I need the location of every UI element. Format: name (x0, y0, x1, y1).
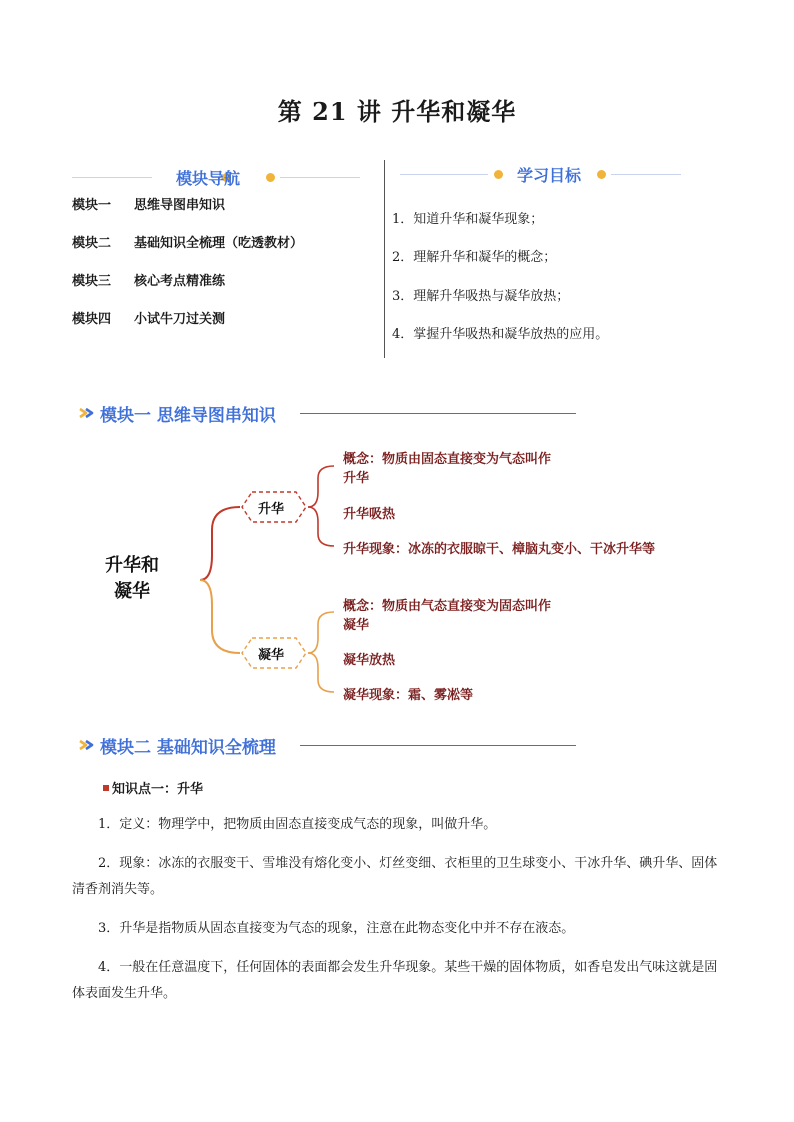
nav-item-label: 思维导图串知识 (134, 198, 226, 213)
nav-item-3 (72, 270, 225, 289)
sublimation-lower-brace (308, 507, 334, 546)
nav-item-4 (72, 308, 225, 327)
module2-header (78, 732, 578, 758)
deposition-concept-line1: 概念：物质由气态直接变为固态叫作 (343, 599, 552, 614)
nav-item-code: 模块二 (72, 236, 112, 251)
nav-item-2 (72, 232, 303, 251)
deposition-node: 凝华 (258, 648, 285, 663)
goal-item-1: 1．知道升华和凝华现象； (392, 212, 544, 227)
header-line-left (72, 177, 152, 178)
nav-item-label: 核心考点精准练 (134, 274, 226, 289)
root-upper-connector (200, 507, 240, 580)
header-dot-left (494, 170, 503, 179)
learning-goals-header (400, 163, 690, 187)
knowledge-point-heading (103, 778, 203, 797)
header-line-left (400, 174, 488, 175)
mindmap-root (96, 553, 168, 605)
deposition-upper-brace (308, 612, 334, 653)
root-line-1: 升华和 (105, 555, 159, 576)
paragraph-phenomena: 2．现象：冰冻的衣服变干、雪堆没有熔化变小、灯丝变细、衣柜里的卫生球变小、干冰升华、碘升华、固体清香剂消失等。 (72, 856, 718, 897)
bullet-square-icon (103, 785, 109, 791)
paragraph-any-temperature: 4．一般在任意温度下，任何固体的表面都会发生升华现象。某些干燥的固体物质，如香皂发出气味这就是固体表面发生升华。 (72, 960, 718, 1001)
page-title: 第 21 讲 升华和凝华 (277, 97, 517, 126)
module1-rule (300, 413, 576, 414)
goal-item-4: 4．掌握升华吸热和凝华放热的应用。 (392, 327, 609, 342)
header-line-right (280, 177, 360, 178)
knowledge-point-label: 知识点一：升华 (112, 782, 204, 797)
goal-item-3: 3．理解升华吸热与凝华放热； (392, 289, 570, 304)
header-dot-right (266, 173, 275, 182)
diamond-arrow-icon (78, 404, 96, 422)
nav-item-code: 模块三 (72, 274, 112, 289)
deposition-phenomenon: 凝华现象：霜、雾凇等 (343, 688, 474, 703)
deposition-heat: 凝华放热 (343, 653, 396, 668)
module2-rule (300, 745, 576, 746)
module1-header (78, 400, 578, 426)
module-nav-header (72, 166, 362, 190)
root-line-2: 凝华 (114, 581, 150, 602)
sublimation-heat: 升华吸热 (343, 507, 396, 522)
header-dot-right (597, 170, 606, 179)
root-lower-connector (200, 580, 240, 653)
paragraph-definition: 1．定义：物理学中，把物质由固态直接变成气态的现象，叫做升华。 (98, 817, 497, 832)
column-divider (384, 160, 385, 358)
module2-heading: 模块二 基础知识全梳理 (100, 738, 276, 758)
sublimation-node: 升华 (258, 502, 285, 517)
sublimation-concept-line2: 升华 (343, 471, 370, 486)
sublimation-upper-brace (308, 466, 334, 507)
goal-item-2: 2．理解升华和凝华的概念； (392, 250, 557, 265)
header-line-right (611, 174, 681, 175)
nav-item-label: 小试牛刀过关测 (134, 312, 226, 327)
deposition-lower-brace (308, 653, 334, 692)
nav-item-code: 模块四 (72, 312, 112, 327)
diamond-arrow-icon (78, 736, 96, 754)
nav-item-label: 基础知识全梳理（吃透教材） (134, 236, 304, 251)
sublimation-phenomenon: 升华现象：冰冻的衣服晾干、樟脑丸变小、干冰升华等 (343, 542, 656, 557)
module1-heading: 模块一 思维导图串知识 (100, 406, 276, 426)
deposition-concept-line2: 凝华 (343, 618, 370, 633)
sublimation-concept-line1: 概念：物质由固态直接变为气态叫作 (343, 452, 552, 467)
module-nav-heading: 模块导航 (176, 169, 241, 188)
nav-item-code: 模块一 (72, 198, 112, 213)
nav-item-1 (72, 194, 225, 213)
learning-goals-heading: 学习目标 (517, 166, 582, 185)
paragraph-no-liquid: 3．升华是指物质从固态直接变为气态的现象，注意在此物态变化中并不存在液态。 (98, 921, 575, 936)
